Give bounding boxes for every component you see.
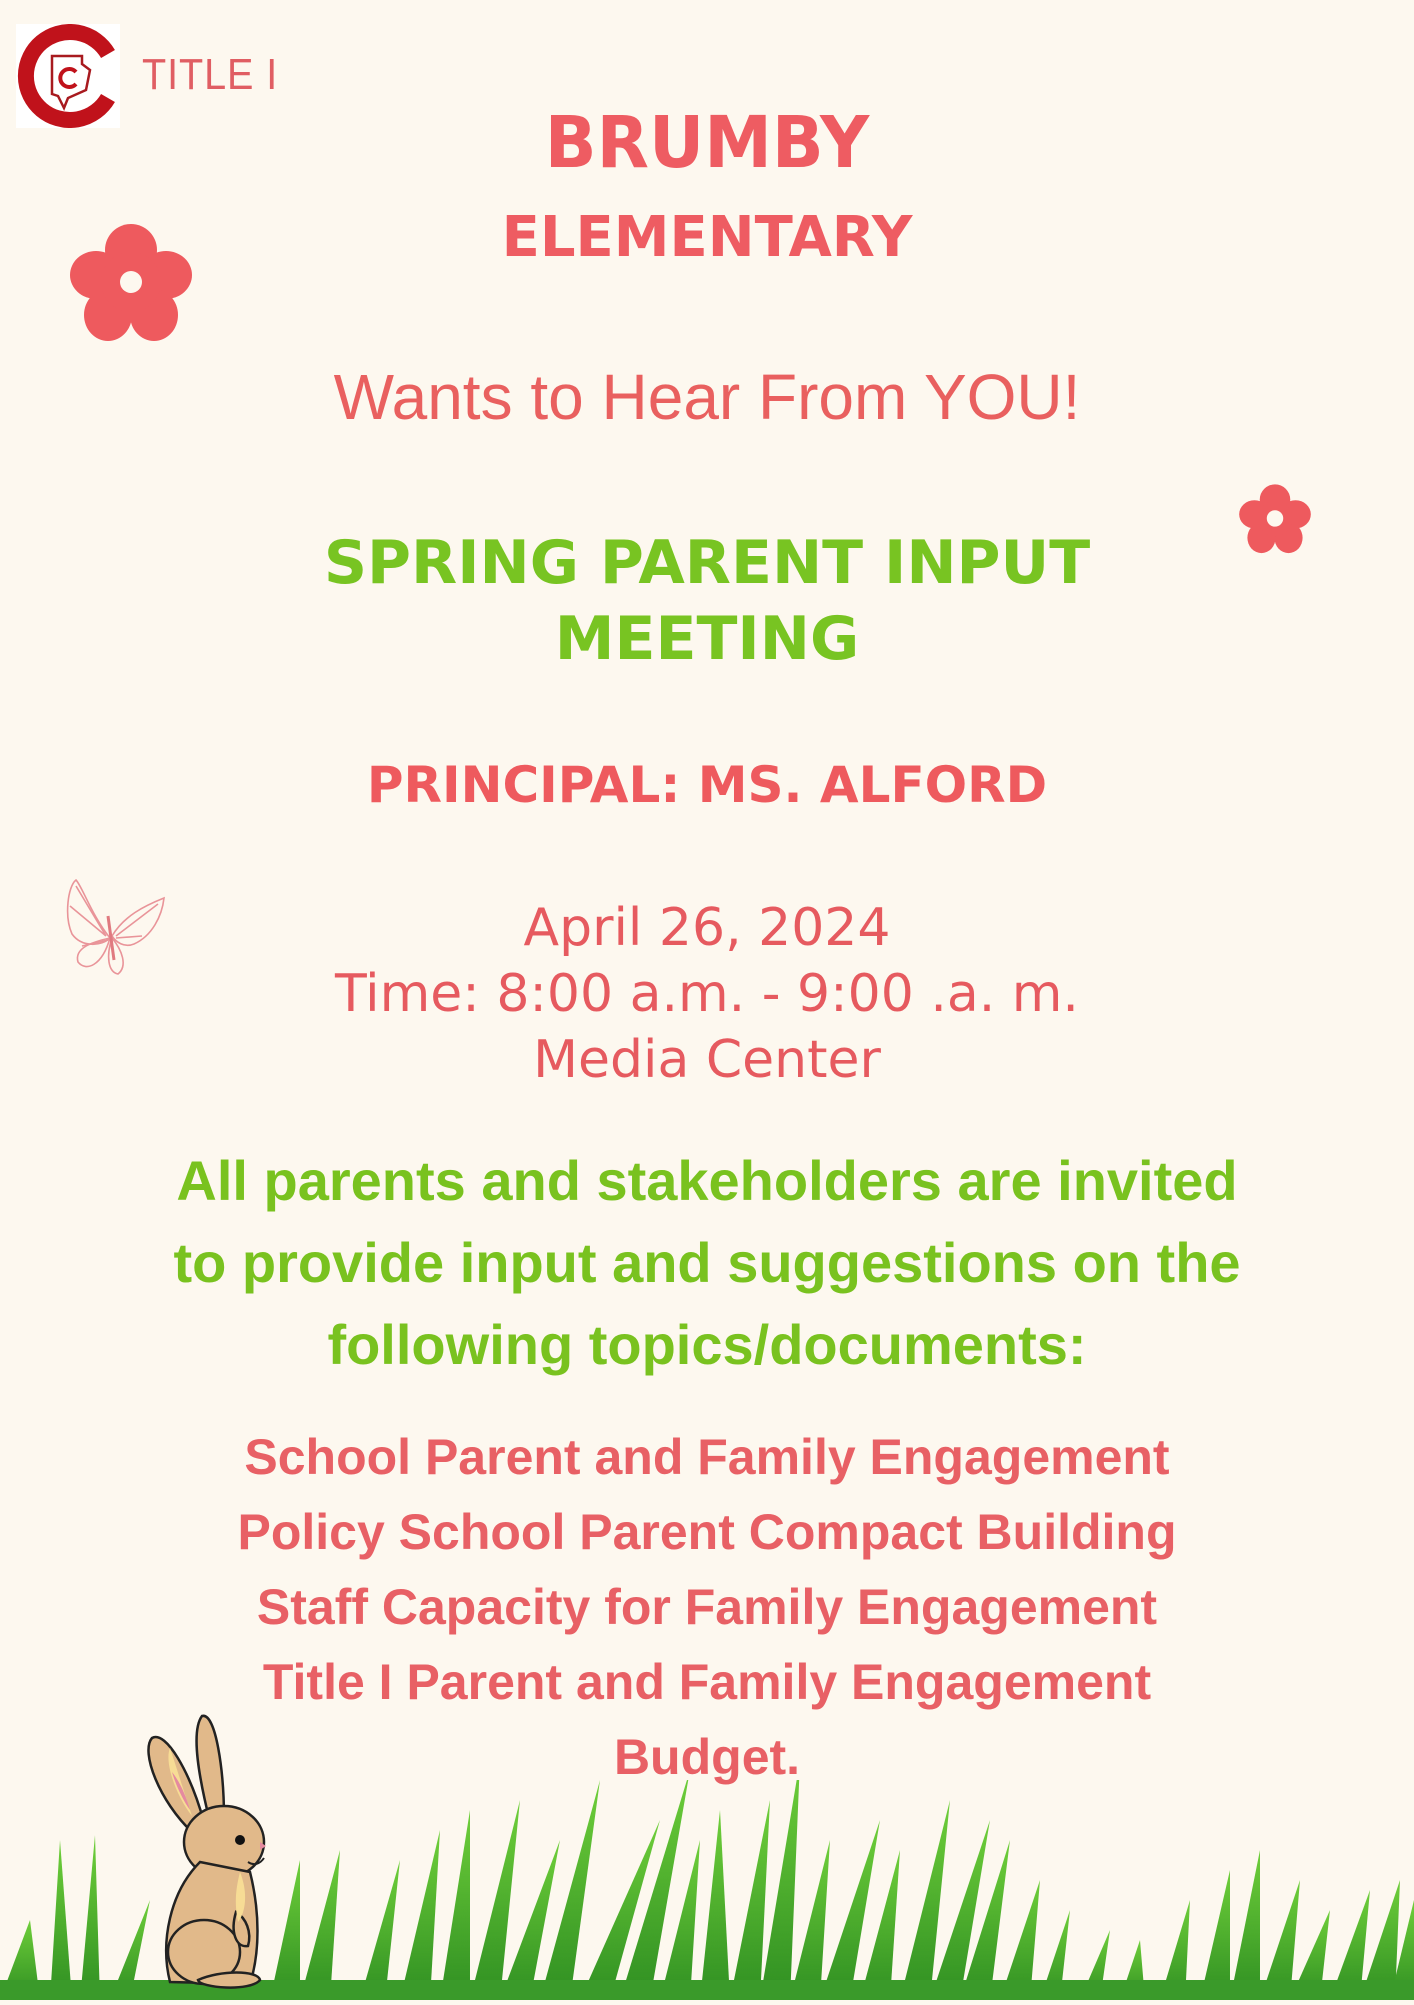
invitation-line: to provide input and suggestions on the — [173, 1231, 1241, 1294]
invitation-text — [0, 1140, 1414, 1386]
bunny-decoration — [140, 1712, 300, 2002]
invitation-line: following topics/documents: — [327, 1313, 1087, 1376]
tagline: Wants to Hear From YOU! — [333, 361, 1081, 433]
meeting-title-line1: SPRING PARENT INPUT — [323, 528, 1091, 598]
event-date: April 26, 2024 — [523, 898, 891, 958]
topic-line: Budget. — [613, 1729, 801, 1785]
event-time: Time: 8:00 a.m. - 9:00 .a. m. — [335, 964, 1079, 1024]
topic-line: Policy School Parent Compact Building — [237, 1504, 1177, 1560]
topic-line: School Parent and Family Engagement — [244, 1429, 1170, 1485]
topic-line: Title I Parent and Family Engagement — [262, 1654, 1152, 1710]
event-location: Media Center — [533, 1030, 881, 1090]
event-details — [0, 895, 1414, 1093]
bunny-icon — [140, 1712, 300, 1997]
school-type: ELEMENTARY — [501, 205, 913, 270]
meeting-title — [0, 525, 1414, 677]
topic-line: Staff Capacity for Family Engagement — [256, 1579, 1158, 1635]
meeting-title-line2: MEETING — [554, 604, 860, 674]
invitation-line: All parents and stakeholders are invited — [176, 1149, 1238, 1212]
school-name: BRUMBY — [544, 102, 870, 185]
principal-name: PRINCIPAL: MS. ALFORD — [366, 756, 1048, 814]
title-one-label: TITLE I — [142, 50, 279, 99]
